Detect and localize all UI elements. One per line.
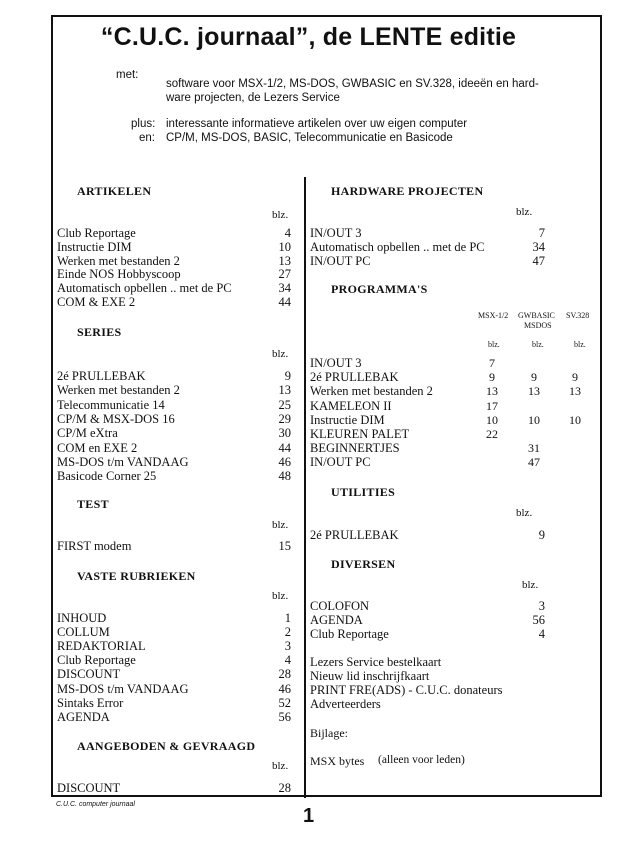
extra-item: Lezers Service bestelkaart	[310, 655, 442, 669]
list-item-page: 46	[278, 454, 291, 469]
blz-label: blz.	[272, 590, 289, 602]
table-cell-gw: 31	[528, 441, 540, 456]
list-item-title: COM en EXE 2	[57, 440, 138, 455]
bijlage-note: (alleen voor leden)	[378, 754, 465, 766]
list-item-title: 2é PRULLEBAK	[310, 528, 399, 542]
en-text: CP/M, MS-DOS, BASIC, Telecommunicatie en Basicode	[166, 132, 453, 144]
page-title: “C.U.C. journaal”, de LENTE editie	[100, 23, 517, 51]
list-item-page: 4	[284, 653, 291, 668]
table-row-title: IN/OUT 3	[310, 356, 362, 370]
list-item-title: Automatisch opbellen .. met de PC	[310, 239, 485, 254]
table-cell-gw: 13	[528, 384, 540, 399]
list-item-title: Sintaks Error	[57, 695, 124, 710]
list-item-title: Einde NOS Hobbyscoop	[57, 267, 181, 282]
table-row-title: IN/OUT PC	[310, 455, 371, 470]
list-item-page: 25	[278, 397, 291, 412]
list-item-page: 9	[284, 369, 291, 383]
list-item-title: IN/OUT PC	[310, 253, 371, 268]
col-header-msdos: MSDOS	[524, 321, 552, 330]
table-cell-gw: 47	[528, 455, 540, 470]
blz-label: blz.	[522, 579, 539, 591]
plus-text: interessante informatieve artikelen over uw eigen computer	[166, 118, 468, 130]
list-item-page: 9	[538, 528, 545, 542]
list-item-title: Club Reportage	[310, 627, 389, 641]
list-item-page: 34	[278, 281, 291, 296]
table-cell-msx: 9	[489, 370, 495, 385]
table-row-title: KAMELEON II	[310, 398, 392, 413]
list-item-title: Werken met bestanden 2	[57, 383, 180, 398]
table-row-title: Instructie DIM	[310, 412, 385, 427]
list-item-title: COLOFON	[310, 599, 370, 613]
list-item-page: 56	[532, 613, 545, 627]
page-number: 1	[302, 805, 315, 827]
section-heading-vaste-rubrieken: VASTE RUBRIEKEN	[77, 569, 196, 583]
bijlage-item: MSX bytes	[310, 754, 365, 768]
list-item-title: AGENDA	[310, 613, 363, 627]
column-divider	[304, 177, 306, 798]
section-heading-utilities: UTILITIES	[331, 485, 396, 499]
blz-label: blz.	[488, 340, 500, 349]
table-row-title: KLEUREN PALET	[310, 427, 410, 441]
extra-item: Nieuw lid inschrijfkaart	[310, 669, 430, 683]
table-cell-sv: 13	[569, 384, 581, 399]
list-item-page: 27	[278, 267, 291, 282]
table-cell-gw: 10	[528, 412, 540, 427]
list-item-title: IN/OUT 3	[310, 226, 362, 240]
footer-credit: C.U.C. computer journaal	[56, 801, 135, 808]
list-item-title: Automatisch opbellen .. met de PC	[57, 281, 232, 296]
list-item-title: Werken met bestanden 2	[57, 253, 180, 268]
list-item-title: MS-DOS t/m VANDAAG	[57, 454, 189, 469]
table-cell-msx: 10	[486, 412, 498, 427]
list-item-title: AGENDA	[57, 709, 110, 724]
col-header-gwbasic: GWBASIC	[518, 311, 555, 320]
list-item-title: INHOUD	[57, 611, 107, 625]
table-row-title: Werken met bestanden 2	[310, 384, 433, 399]
list-item-title: DISCOUNT	[57, 667, 121, 682]
list-item-title: CP/M & MSX-DOS 16	[57, 411, 175, 426]
list-item-page: 44	[278, 440, 291, 455]
list-item-title: DISCOUNT	[57, 781, 121, 795]
list-item-title: FIRST modem	[57, 539, 132, 553]
section-heading-programmas: PROGRAMMA'S	[331, 282, 428, 296]
list-item-page: 47	[532, 253, 545, 268]
plus-label: plus:	[131, 118, 156, 130]
table-cell-gw: 9	[531, 370, 537, 385]
col-header-msx: MSX-1/2	[478, 311, 509, 320]
blz-label: blz.	[272, 519, 289, 531]
list-item-title: Club Reportage	[57, 653, 136, 668]
diversen-extra	[310, 655, 502, 711]
blz-label: blz.	[574, 340, 586, 349]
list-item-page: 2	[284, 625, 291, 640]
list-item-title: Basicode Corner 25	[57, 469, 157, 484]
list-item-page: 46	[278, 681, 291, 696]
section-heading-series: SERIES	[77, 325, 122, 339]
list-item-title: 2é PRULLEBAK	[57, 369, 146, 383]
list-item-page: 15	[278, 539, 291, 553]
extra-item: Adverteerders	[310, 697, 381, 711]
list-item-title: Club Reportage	[57, 226, 136, 240]
list-item-title: Telecommunicatie 14	[57, 397, 165, 412]
list-item-page: 29	[278, 411, 291, 426]
blz-label: blz.	[516, 507, 533, 519]
col-header-sv328: SV.328	[566, 311, 590, 320]
table-cell-sv: 10	[569, 412, 581, 427]
blz-label: blz.	[516, 206, 533, 218]
bijlage-label: Bijlage:	[310, 726, 348, 740]
list-item-page: 7	[538, 226, 545, 240]
list-item-page: 13	[278, 253, 291, 268]
list-item-page: 44	[278, 295, 291, 309]
section-heading-hardware: HARDWARE PROJECTEN	[331, 184, 484, 198]
list-item-page: 13	[278, 383, 291, 398]
table-cell-msx: 7	[489, 356, 495, 370]
list-item-page: 52	[278, 695, 291, 710]
table-row-title: BEGINNERTJES	[310, 441, 400, 456]
en-label: en:	[139, 132, 155, 144]
extra-item: PRINT FRE(ADS) - C.U.C. donateurs	[310, 683, 503, 697]
met-line-1: software voor MSX-1/2, MS-DOS, GWBASIC en SV.328, ideeën en hard-	[166, 78, 539, 90]
table-cell-msx: 17	[486, 398, 498, 413]
list-item-page: 4	[538, 627, 545, 641]
list-item-title: MS-DOS t/m VANDAAG	[57, 681, 189, 696]
table-cell-msx: 13	[486, 384, 498, 399]
list-item-title: CP/M eXtra	[57, 426, 118, 441]
blz-label: blz.	[272, 209, 289, 221]
list-item-page: 34	[532, 239, 545, 254]
section-heading-aangeboden: AANGEBODEN & GEVRAAGD	[77, 739, 256, 753]
list-item-page: 3	[538, 599, 545, 613]
list-item-page: 28	[278, 667, 291, 682]
section-heading-diversen: DIVERSEN	[331, 557, 396, 571]
list-item-title: REDAKTORIAL	[57, 639, 146, 654]
list-item-page: 4	[284, 226, 291, 240]
blz-label: blz.	[272, 760, 289, 772]
list-item-page: 28	[278, 781, 291, 795]
met-label: met:	[116, 69, 139, 81]
blz-label: blz.	[532, 340, 544, 349]
list-item-title: COM & EXE 2	[57, 295, 136, 309]
blz-label: blz.	[272, 348, 289, 360]
list-item-title: COLLUM	[57, 625, 110, 640]
section-heading-artikelen: ARTIKELEN	[77, 184, 152, 198]
list-item-page: 30	[278, 426, 291, 441]
table-cell-sv: 9	[572, 370, 578, 385]
list-item-title: Instructie DIM	[57, 239, 132, 254]
met-line-2: ware projecten, de Lezers Service	[166, 92, 340, 104]
list-item-page: 3	[284, 639, 291, 654]
list-item-page: 1	[284, 611, 291, 625]
list-item-page: 48	[278, 469, 291, 484]
list-item-page: 56	[278, 709, 291, 724]
table-row-title: 2é PRULLEBAK	[310, 370, 399, 385]
section-heading-test: TEST	[77, 497, 109, 511]
table-cell-msx: 22	[486, 427, 498, 441]
list-item-page: 10	[278, 239, 291, 254]
